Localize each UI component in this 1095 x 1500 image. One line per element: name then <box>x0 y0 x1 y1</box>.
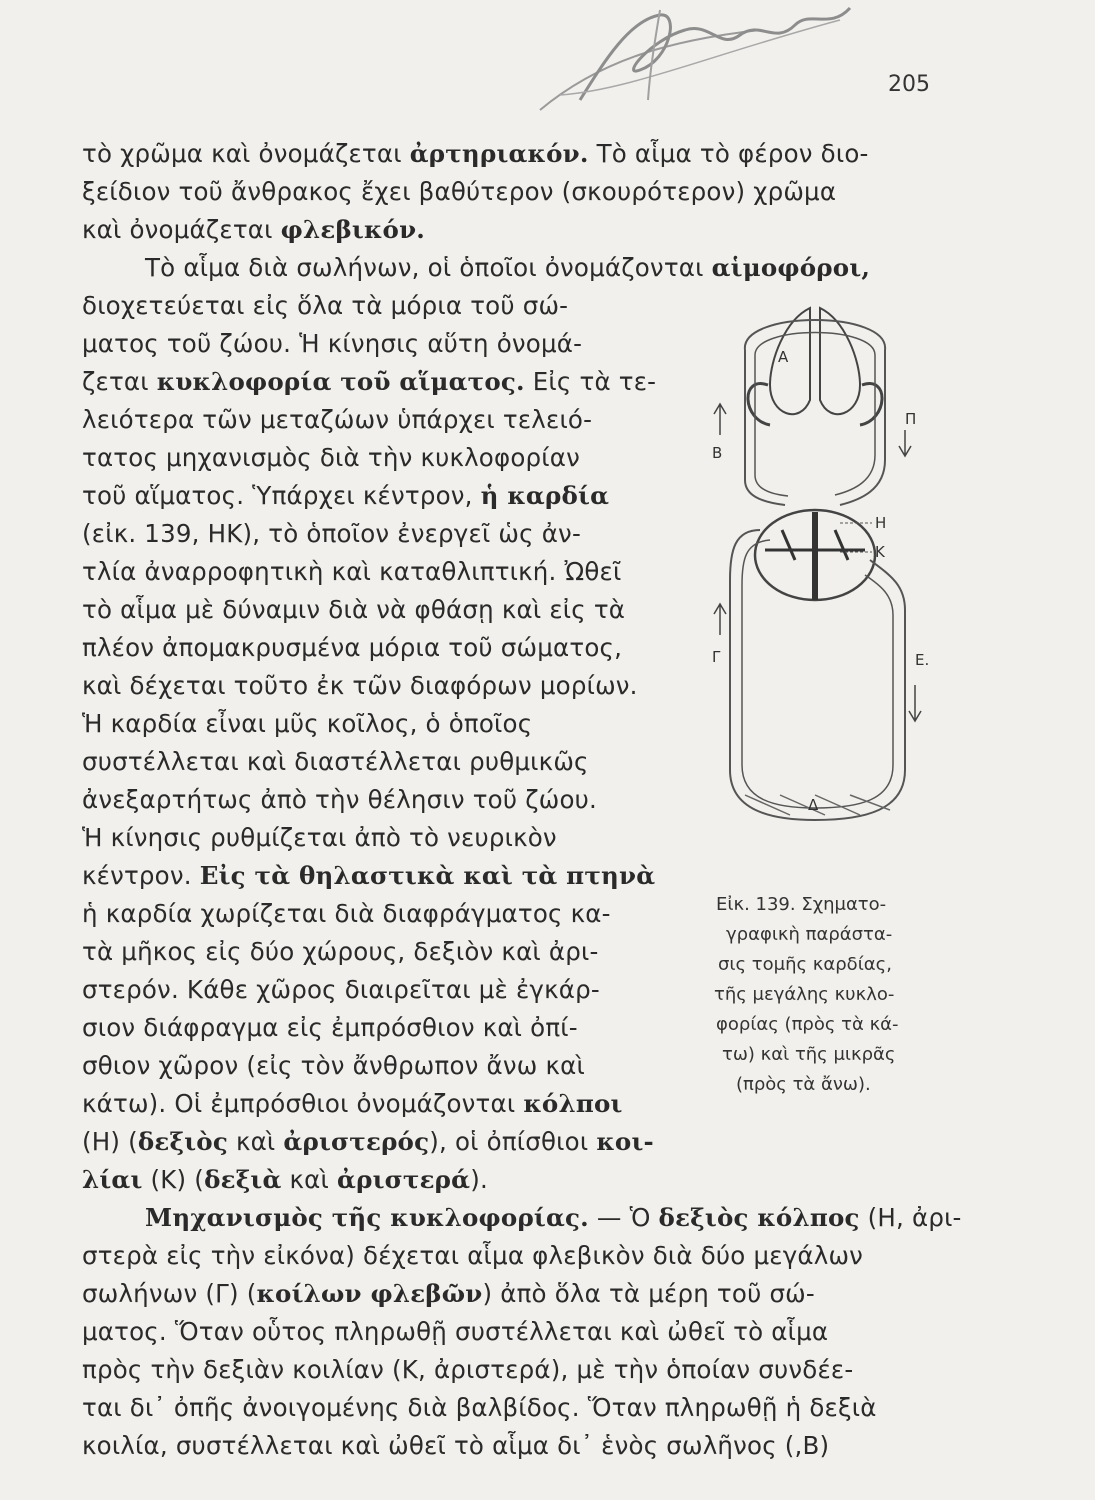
text-line: διοχετεύεται εἰς ὅλα τὰ μόρια τοῦ σώ- <box>82 291 569 320</box>
text-line: (Η) (δεξιὸς καὶ ἀριστερός), οἱ ὀπίσθιοι κοι- <box>82 1127 654 1156</box>
term-venous: φλεβικόν. <box>280 215 426 244</box>
text-line: ται δι᾽ ὀπῆς ἀνοιγομένης διὰ βαλβίδος. Ὅταν πληρωθῇ ἡ δεξιὰ <box>82 1393 877 1422</box>
label-P: Π <box>905 410 917 428</box>
heart-circulation-diagram <box>700 290 945 835</box>
text-line: πλέον ἀπομακρυσμένα μόρια τοῦ σώματος, <box>82 633 623 662</box>
figure-caption-line: (πρὸς τὰ ἄνω). <box>736 1074 871 1095</box>
text-line: πρὸς τὴν δεξιὰν κοιλίαν (Κ, ἀριστερά), μὲ τὴν ὁποίαν συνδέε- <box>82 1355 854 1384</box>
text-line: (εἰκ. 139, ΗΚ), τὸ ὁποῖον ἐνεργεῖ ὡς ἀν- <box>82 519 581 548</box>
label-K: Κ <box>875 543 885 561</box>
section-heading: Μηχανισμὸς τῆς κυκλοφορίας. <box>145 1203 589 1232</box>
text-line: ἡ καρδία χωρίζεται διὰ διαφράγματος κα- <box>82 899 611 928</box>
text-line: ξείδιον τοῦ ἄνθρακος ἔχει βαθύτερον (σκουρότερον) χρῶμα <box>82 177 837 206</box>
text-line: Ἡ καρδία εἶναι μῦς κοῖλος, ὁ ὁποῖος <box>82 709 533 738</box>
label-H: Η <box>875 514 887 532</box>
figure-caption-line: φορίας (πρὸς τὰ κά- <box>716 1014 899 1035</box>
figure-caption-line: τω) καὶ τῆς μικρᾶς <box>722 1044 896 1065</box>
text-line: τοῦ αἵματος. Ὑπάρχει κέντρον, ἡ καρδία <box>82 481 610 510</box>
figure-caption-line: σις τομῆς καρδίας, <box>718 954 892 975</box>
text-line: Τὸ αἷμα διὰ σωλήνων, οἱ ὁποῖοι ὀνομάζονται αἱμοφόροι, <box>145 253 871 282</box>
text-line: τὰ μῆκος εἰς δύο χώρους, δεξιὸν καὶ ἀρι- <box>82 937 599 966</box>
text-line: συστέλλεται καὶ διαστέλλεται ρυθμικῶς <box>82 747 589 776</box>
term-blood-vessels: αἱμοφόροι, <box>711 253 871 282</box>
text-line: στερὰ εἰς τὴν εἰκόνα) δέχεται αἷμα φλεβικὸν διὰ δύο μεγάλων <box>82 1241 864 1270</box>
label-E: Ε. <box>915 651 930 669</box>
text-line: καὶ δέχεται τοῦτο ἐκ τῶν διαφόρων μορίων. <box>82 671 638 700</box>
section-heading-line: Μηχανισμὸς τῆς κυκλοφορίας. — Ὁ δεξιὸς κόλπος (Η, ἀρι- <box>145 1203 962 1232</box>
text-line: σθιον χῶρον (εἰς τὸν ἄνθρωπον ἄνω καὶ <box>82 1051 585 1080</box>
text-line: ματος τοῦ ζώου. Ἡ κίνησις αὕτη ὀνομά- <box>82 329 583 358</box>
text-line: ἀνεξαρτήτως ἀπὸ τὴν θέλησιν τοῦ ζώου. <box>82 785 598 814</box>
label-B: Β <box>712 444 723 462</box>
page-number: 205 <box>888 72 930 97</box>
text-line: καὶ ὀνομάζεται φλεβικόν. <box>82 215 426 244</box>
text-line: ματος. Ὅταν οὗτος πληρωθῇ συστέλλεται καὶ ὠθεῖ τὸ αἷμα <box>82 1317 829 1346</box>
text-line: στερόν. Κάθε χῶρος διαιρεῖται μὲ ἐγκάρ- <box>82 975 600 1004</box>
text-line: κέντρον. Εἰς τὰ θηλαστικὰ καὶ τὰ πτηνὰ <box>82 861 656 890</box>
text-line: Ἡ κίνησις ρυθμίζεται ἀπὸ τὸ νευρικὸν <box>82 823 557 852</box>
text-line: σωλήνων (Γ) (κοίλων φλεβῶν) ἀπὸ ὅλα τὰ μέρη τοῦ σώ- <box>82 1279 815 1308</box>
term-arterial: ἀρτηριακόν. <box>409 139 589 168</box>
term-mammals-birds: Εἰς τὰ θηλαστικὰ καὶ τὰ πτηνὰ <box>199 861 656 890</box>
term-circulation: κυκλοφορία τοῦ αἵματος. <box>156 367 525 396</box>
text-line: τὸ χρῶμα καὶ ὀνομάζεται ἀρτηριακόν. Τὸ αἷμα τὸ φέρον διο- <box>82 139 869 168</box>
handwritten-signature <box>510 0 890 130</box>
figure-caption-line: τῆς μεγάλης κυκλο- <box>714 984 895 1005</box>
text-line: κάτω). Οἱ ἐμπρόσθιοι ὀνομάζονται κόλποι <box>82 1089 623 1118</box>
text-line: ζεται κυκλοφορία τοῦ αἵματος. Εἰς τὰ τε- <box>82 367 657 396</box>
text-line: σιον διάφραγμα εἰς ἐμπρόσθιον καὶ ὀπί- <box>82 1013 578 1042</box>
text-line: λίαι (Κ) (δεξιὰ καὶ ἀριστερά). <box>82 1165 488 1194</box>
text-line: τὸ αἷμα μὲ δύναμιν διὰ νὰ φθάσῃ καὶ εἰς τὰ <box>82 595 626 624</box>
figure-caption-line: γραφικὴ παράστα- <box>726 924 893 945</box>
label-A: Α <box>778 348 789 366</box>
text-line: τλία ἀναρροφητικὴ καὶ καταθλιπτική. Ὠθεῖ <box>82 557 622 586</box>
term-heart: ἡ καρδία <box>480 481 610 510</box>
label-D: Δ <box>808 796 819 814</box>
label-G: Γ <box>712 648 721 666</box>
figure-caption-line: Εἰκ. 139. Σχηματο- <box>716 894 887 915</box>
text-line: τατος μηχανισμὸς διὰ τὴν κυκλοφορίαν <box>82 443 581 472</box>
term-atria: κόλποι <box>523 1089 623 1118</box>
text-line: λειότερα τῶν μεταζώων ὑπάρχει τελειό- <box>82 405 593 434</box>
text-line: κοιλία, συστέλλεται καὶ ὠθεῖ τὸ αἷμα δι᾽ ἑνὸς σωλῆνος (,Β) <box>82 1431 830 1460</box>
